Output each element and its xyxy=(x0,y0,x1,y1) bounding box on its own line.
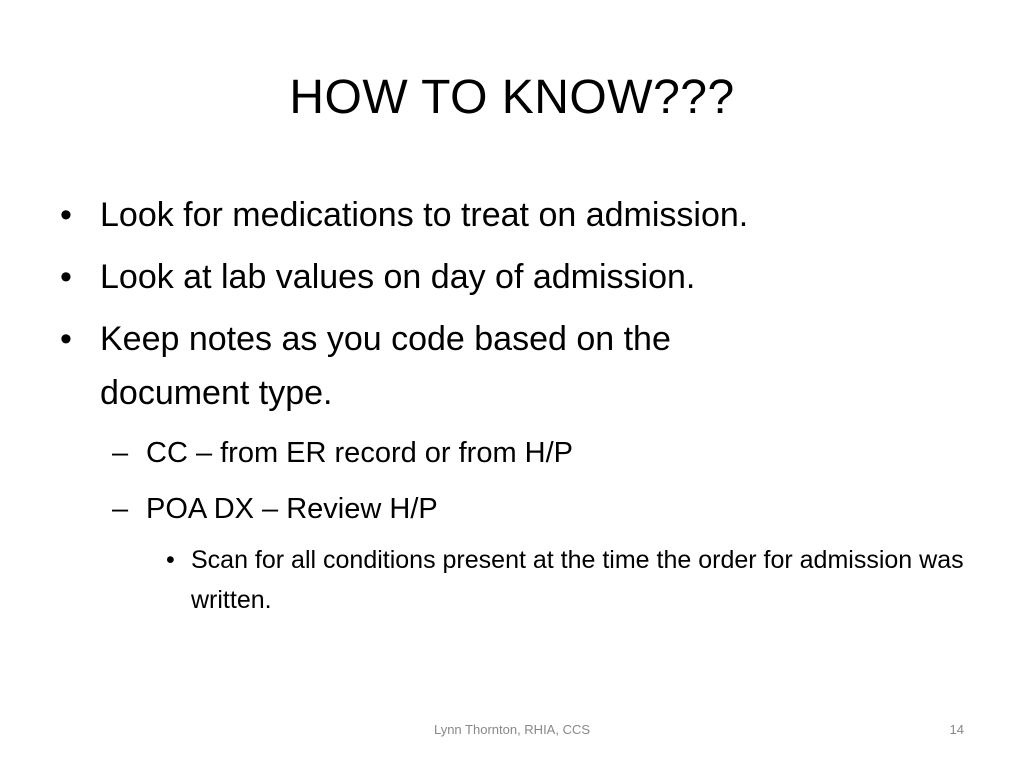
sub-sub-bullet-item xyxy=(60,540,980,620)
bullet-marker: • xyxy=(60,196,72,234)
dash-marker: – xyxy=(112,493,129,525)
bullet-text: Look at lab values on day of admission. xyxy=(100,258,696,296)
bullet-text: Look for medications to treat on admission. xyxy=(100,196,749,234)
sub-bullet-text: CC – from ER record or from H/P xyxy=(146,437,574,469)
slide-title: HOW TO KNOW??? xyxy=(289,71,735,124)
footer-author: Lynn Thornton, RHIA, CCS xyxy=(433,722,591,737)
slide-number: 14 xyxy=(949,722,964,737)
bullet-item xyxy=(60,188,980,242)
bullet-text: Keep notes as you code based on the document type. xyxy=(100,320,671,412)
bullet-item xyxy=(60,312,820,420)
sub-sub-bullet-text: Scan for all conditions present at the time the order for admission was written. xyxy=(191,546,964,614)
sub-bullet-text: POA DX – Review H/P xyxy=(146,493,438,525)
sub-bullet-item xyxy=(60,486,980,532)
bullet-marker: • xyxy=(166,546,175,574)
bullet-marker: • xyxy=(60,258,72,296)
bullet-item xyxy=(60,250,980,304)
dash-marker: – xyxy=(112,437,129,469)
bullet-marker: • xyxy=(60,320,72,358)
sub-bullet-item xyxy=(60,430,980,476)
slide-body xyxy=(60,188,980,620)
